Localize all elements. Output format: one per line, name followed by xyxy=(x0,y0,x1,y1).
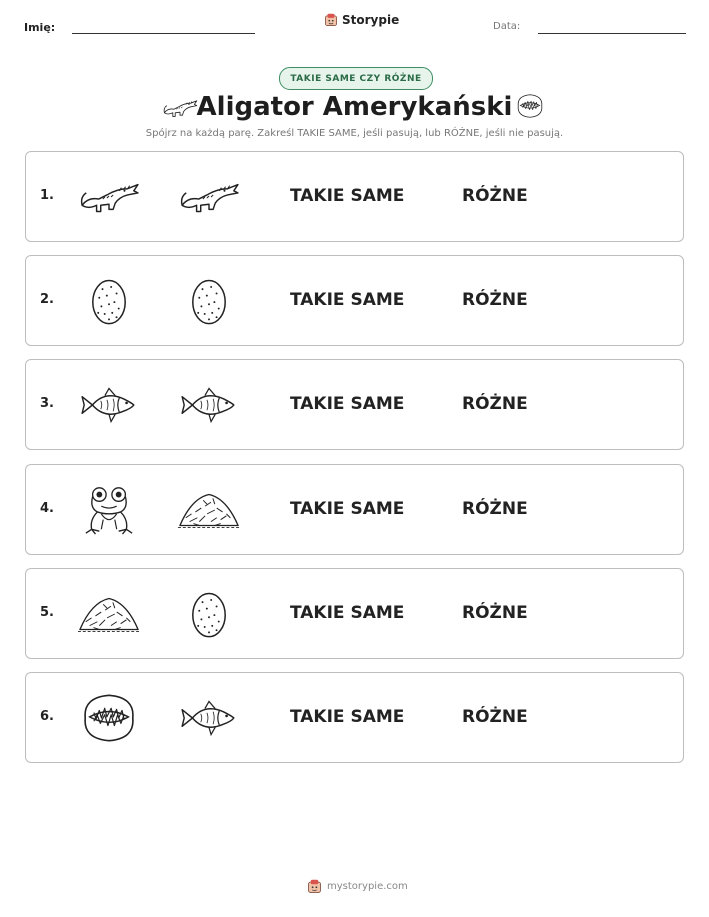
exercise-row xyxy=(25,151,684,242)
option-different[interactable]: RÓŻNE xyxy=(462,603,528,623)
exercise-row xyxy=(25,568,684,659)
date-label: Data: xyxy=(493,21,521,32)
instructions: Spójrz na każdą parę. Zakreśl TAKIE SAME, jeśli pasują, lub RÓŻNE, jeśli nie pasują. xyxy=(145,128,564,139)
row-number: 2. xyxy=(40,292,54,307)
jaws-icon xyxy=(515,92,545,120)
worksheet-header xyxy=(0,0,709,40)
name-field-line[interactable] xyxy=(72,33,255,34)
option-same[interactable]: TAKIE SAME xyxy=(290,707,405,727)
option-different[interactable]: RÓŻNE xyxy=(462,499,528,519)
fish-icon xyxy=(178,691,240,745)
option-same[interactable]: TAKIE SAME xyxy=(290,186,405,206)
nest-icon xyxy=(78,587,140,641)
fish-icon xyxy=(178,378,240,432)
egg-icon xyxy=(178,587,240,641)
egg-icon xyxy=(178,274,240,328)
option-same[interactable]: TAKIE SAME xyxy=(290,290,405,310)
nest-icon xyxy=(178,483,240,537)
exercise-row xyxy=(25,359,684,450)
frog-icon xyxy=(78,483,140,537)
egg-icon xyxy=(78,274,140,328)
brand-name: Storypie xyxy=(342,13,400,27)
option-different[interactable]: RÓŻNE xyxy=(462,707,528,727)
row-number: 3. xyxy=(40,396,54,411)
footer xyxy=(307,879,408,894)
row-number: 1. xyxy=(40,188,54,203)
date-field-line[interactable] xyxy=(538,33,686,34)
option-different[interactable]: RÓŻNE xyxy=(462,394,528,414)
jaws-icon xyxy=(78,691,140,745)
option-same[interactable]: TAKIE SAME xyxy=(290,499,405,519)
exercise-row xyxy=(25,255,684,346)
activity-badge: TAKIE SAME CZY RÓŻNE xyxy=(279,67,433,90)
footer-url: mystorypie.com xyxy=(327,881,408,892)
storypie-logo-icon xyxy=(324,13,338,27)
name-label: Imię: xyxy=(24,21,56,34)
exercise-row xyxy=(25,464,684,555)
row-number: 4. xyxy=(40,501,54,516)
option-different[interactable]: RÓŻNE xyxy=(462,290,528,310)
row-number: 6. xyxy=(40,709,54,724)
page-title: Aligator Amerykański xyxy=(196,92,513,122)
storypie-logo-icon xyxy=(307,879,322,894)
option-different[interactable]: RÓŻNE xyxy=(462,186,528,206)
exercise-row xyxy=(25,672,684,763)
option-same[interactable]: TAKIE SAME xyxy=(290,394,405,414)
brand xyxy=(324,13,399,27)
fish-icon xyxy=(78,378,140,432)
alligator-icon xyxy=(178,170,240,224)
option-same[interactable]: TAKIE SAME xyxy=(290,603,405,623)
alligator-icon xyxy=(78,170,140,224)
row-number: 5. xyxy=(40,605,54,620)
